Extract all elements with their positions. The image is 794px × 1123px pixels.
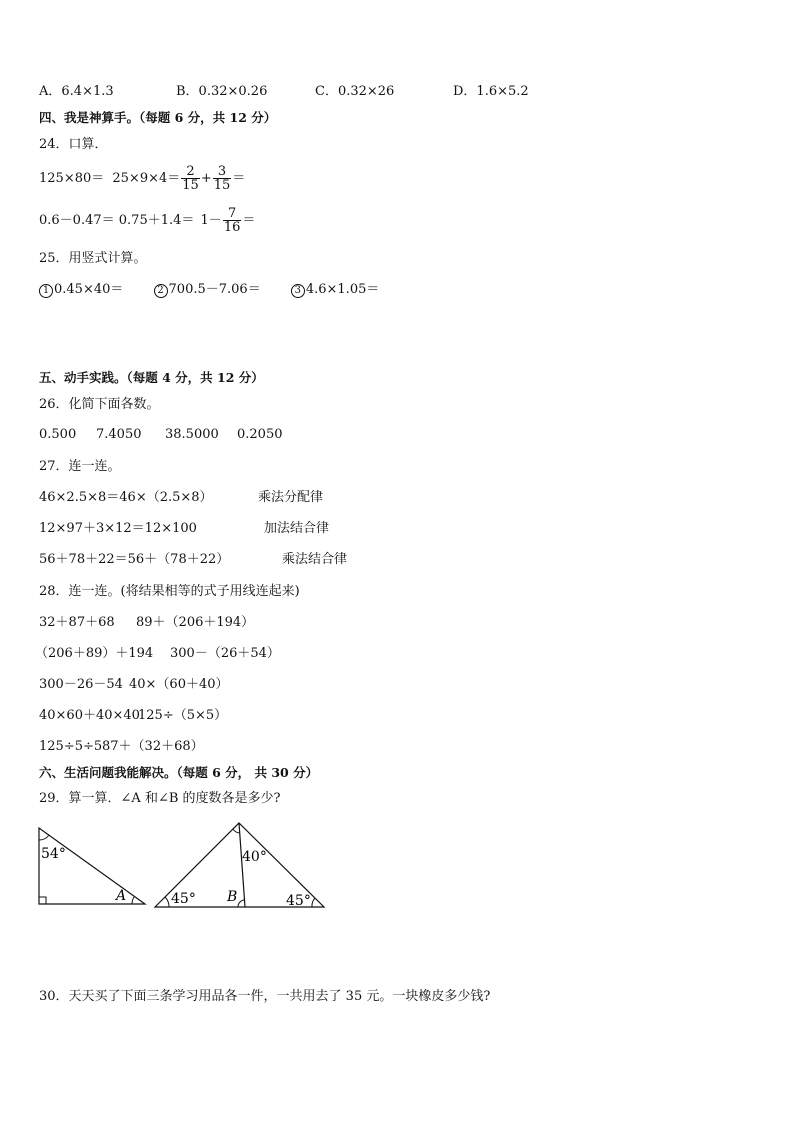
q28-left: 32＋87＋68 xyxy=(39,615,115,630)
angle-label-54: 54° xyxy=(41,846,66,862)
q28-left: 125÷5÷5 xyxy=(39,739,103,754)
q26-number: 7.4050 xyxy=(96,427,142,442)
fraction-numerator: 2 xyxy=(181,165,200,179)
q29-title: 29．算一算．∠A 和∠B 的度数各是多少? xyxy=(39,791,281,806)
q27-law: 乘法结合律 xyxy=(282,552,348,567)
angle-arc xyxy=(312,898,315,907)
q27-expr: 12×97＋3×12＝12×100 xyxy=(39,521,197,536)
fraction-2-15 xyxy=(181,165,200,192)
q26-title: 26．化简下面各数。 xyxy=(39,397,160,412)
q26-number: 0.2050 xyxy=(237,427,283,442)
angle-arc xyxy=(39,835,49,840)
q24-title: 24．口算． xyxy=(39,137,108,152)
q24-row1 xyxy=(39,163,245,195)
equals-sign: ＝ xyxy=(242,213,256,228)
q25-items xyxy=(39,282,379,298)
q24-r2-b: 0.75＋1.4＝ xyxy=(118,213,195,228)
q28-left: 300－26－54 xyxy=(39,677,123,692)
choice-d: D．1.6×5.2 xyxy=(453,84,529,99)
fraction-denominator: 15 xyxy=(182,178,199,193)
q28-title: 28．连一连。(将结果相等的式子用线连起来) xyxy=(39,584,300,599)
inner-segment xyxy=(239,823,245,907)
q27-law: 乘法分配律 xyxy=(258,490,324,505)
equals-sign: ＝ xyxy=(232,171,246,186)
q30-title: 30．天天买了下面三条学习用品各一件，一共用去了 35 元。一块橡皮多少钱? xyxy=(39,989,491,1004)
angle-label-left-45: 45° xyxy=(171,891,196,907)
section4-heading: 四、我是神算手。（每题 6 分，共 12 分） xyxy=(39,110,277,125)
plus-sign: + xyxy=(200,171,212,186)
q28-right: 87＋（32＋68） xyxy=(102,739,204,754)
right-angle-mark xyxy=(39,897,46,904)
q28-right: 300－（26＋54） xyxy=(170,646,280,661)
q28-left: 40×60＋40×40 xyxy=(39,708,140,723)
q24-r1-b: 25×9×4＝ xyxy=(112,171,181,186)
angle-label-right-45: 45° xyxy=(286,893,311,909)
circled-number-3: 3 xyxy=(291,284,305,298)
circled-number-2: 2 xyxy=(154,284,168,298)
q27-expr: 46×2.5×8＝46×（2.5×8） xyxy=(39,490,213,505)
q25-title: 25．用竖式计算。 xyxy=(39,251,147,266)
q28-right: 89＋（206＋194） xyxy=(136,615,255,630)
q28-right: 40×（60＋40） xyxy=(129,677,229,692)
circled-number-1: 1 xyxy=(39,284,53,298)
fraction-numerator: 7 xyxy=(223,207,242,221)
q29-triangle-figures xyxy=(30,818,360,918)
fraction-numerator: 3 xyxy=(213,165,232,179)
q24-r1-a: 125×80＝ xyxy=(39,171,105,186)
section5-heading: 五、动手实践。（每题 4 分，共 12 分） xyxy=(39,370,264,385)
section6-heading: 六、生活问题我能解决。（每题 6 分， 共 30 分） xyxy=(39,765,319,780)
fraction-denominator: 15 xyxy=(213,178,231,193)
q28-right: 125÷（5×5） xyxy=(138,708,228,723)
right-triangle xyxy=(39,828,145,904)
q26-number: 38.5000 xyxy=(165,427,219,442)
q25-item2: 700.5－7.06＝ xyxy=(168,282,261,297)
angle-arc xyxy=(238,900,244,907)
q25-item1: 0.45×40＝ xyxy=(54,282,124,297)
angle-arc xyxy=(165,897,169,907)
vertex-label-b: B xyxy=(227,889,238,905)
q24-r2-a: 0.6－0.47＝ xyxy=(39,213,115,228)
q25-item3: 4.6×1.05＝ xyxy=(305,282,380,297)
q27-expr: 56＋78＋22＝56＋（78＋22） xyxy=(39,552,230,567)
vertex-label-a: A xyxy=(116,888,127,904)
fraction-3-15 xyxy=(213,165,232,192)
q27-title: 27．连一连。 xyxy=(39,459,121,474)
q24-row2 xyxy=(39,205,255,237)
angle-arc xyxy=(132,897,134,904)
q24-r2-c: 1－ xyxy=(200,213,222,228)
q28-left: （206＋89）＋194 xyxy=(35,646,154,661)
q26-number: 0.500 xyxy=(39,427,77,442)
q27-law: 加法结合律 xyxy=(264,521,330,536)
fraction-7-16 xyxy=(223,207,242,234)
choice-a: A．6.4×1.3 xyxy=(39,84,114,99)
choice-c: C．0.32×26 xyxy=(315,84,395,99)
angle-label-top-40: 40° xyxy=(242,849,267,865)
fraction-denominator: 16 xyxy=(223,220,241,235)
choice-b: B．0.32×0.26 xyxy=(176,84,268,99)
